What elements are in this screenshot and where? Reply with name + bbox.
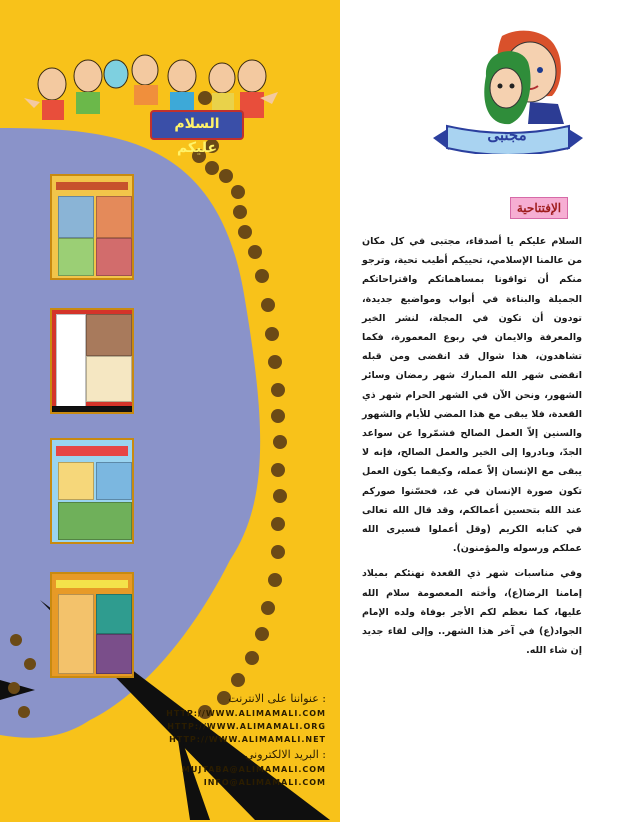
- dotted-circle-icon: [268, 573, 282, 587]
- email-link-info[interactable]: INFO@ALIMAMALI.COM: [203, 778, 326, 787]
- contact-info: [96, 688, 326, 791]
- email-link-mujtaba[interactable]: MUJTABA@ALIMAMALI.COM: [181, 765, 326, 774]
- dotted-circle-icon: [255, 269, 269, 283]
- thumbnail-2[interactable]: [50, 308, 134, 414]
- magazine-title: مجتبى: [487, 126, 527, 144]
- dotted-circle-icon: [271, 545, 285, 559]
- dotted-circle-icon: [18, 706, 30, 718]
- website-link-com[interactable]: HTTP://WWW.ALIMAMALI.COM: [166, 709, 326, 718]
- dotted-circle-icon: [8, 682, 20, 694]
- dotted-circle-icon: [271, 517, 285, 531]
- dotted-circle-icon: [10, 634, 22, 646]
- thumbnail-3[interactable]: [50, 438, 134, 544]
- thumbnail-1[interactable]: [50, 174, 134, 280]
- dotted-circle-icon: [245, 651, 259, 665]
- section-tag: الإفتتاحية: [510, 197, 568, 219]
- dotted-circle-icon: [271, 383, 285, 397]
- dotted-circle-icon: [268, 355, 282, 369]
- dotted-circle-icon: [255, 627, 269, 641]
- editorial-article: [362, 232, 582, 666]
- dotted-circle-icon: [261, 298, 275, 312]
- web-address-label: عنواننا على الانترنت :: [228, 692, 326, 705]
- thumbnail-4[interactable]: [50, 572, 134, 678]
- dotted-circle-icon: [205, 161, 219, 175]
- cartoon-children-icon: [440, 26, 590, 126]
- dotted-circle-icon: [198, 91, 212, 105]
- website-link-net[interactable]: HTTP://WWW.ALIMAMALI.NET: [169, 735, 326, 744]
- dotted-circle-icon: [273, 435, 287, 449]
- dotted-circle-icon: [24, 658, 36, 670]
- dotted-circle-icon: [261, 601, 275, 615]
- dotted-circle-icon: [248, 245, 262, 259]
- website-link-org[interactable]: HTTP://WWW.ALIMAMALI.ORG: [167, 722, 326, 731]
- email-label: البريد الالكتروني :: [244, 748, 326, 761]
- dotted-circle-icon: [231, 185, 245, 199]
- editorial-paragraph-1: السلام عليكم يا أصدقاء، مجتبى في كل مكان من عالمنا الإسلامي، تحييكم أطيب تحية، وترجو منكم أن تواقونا بمساهماتكم واقتراحاتكم الجميلة والبناءة في أبواب ومواضيع جديدة، تودون أن تكون في المجلة، لنشر الخير والمعرفة والايمان في ربوع المعمورة، فكما تشاهدون، هذا شوال قد انقضى ومن قبله انقضى شهر الله المبارك شهر رمضان وسائر الشهور، ونحن الآن في الشهر الحرام شهر ذي القعدة، فلا يبقى مع هذا المضي للأيام والشهور والسنين إلاّ العمل الصالح فشمّروا عن سواعد الجدّ، وبادروا إلى الخير والعمل الصالح، فإنه لا يبقى مع الإنسان إلاّ عمله، وكيفما يكون العمل تكون صورة الإنسان في غد، فحسّنوا صوركم عند الله بتحسين أعمالكم، وقد قال الله تعالى في كتابه الكريم (وقل أعملوا فسيرى الله عملكم ورسوله والمؤمنون).: [362, 236, 582, 555]
- editorial-paragraph-2: وفي مناسبات شهر ذي القعدة نهنئكم بميلاد إمامنا الرضا(ع)، وأخته المعصومة سلام الله عليها، كما نعظم لكم الأجر بوفاة ولده الإمام الجواد(ع) في آخر هذا الشهر.. وإلى لقاء جديد إن شاء الله.: [362, 568, 582, 657]
- dotted-circle-icon: [233, 205, 247, 219]
- dotted-circle-icon: [273, 489, 287, 503]
- dotted-circle-icon: [265, 327, 279, 341]
- dotted-circle-icon: [271, 409, 285, 423]
- dotted-circle-icon: [271, 463, 285, 477]
- dotted-circle-icon: [231, 673, 245, 687]
- dotted-circle-icon: [238, 225, 252, 239]
- greeting-title: السلام عليكم: [150, 110, 244, 140]
- dotted-circle-icon: [219, 169, 233, 183]
